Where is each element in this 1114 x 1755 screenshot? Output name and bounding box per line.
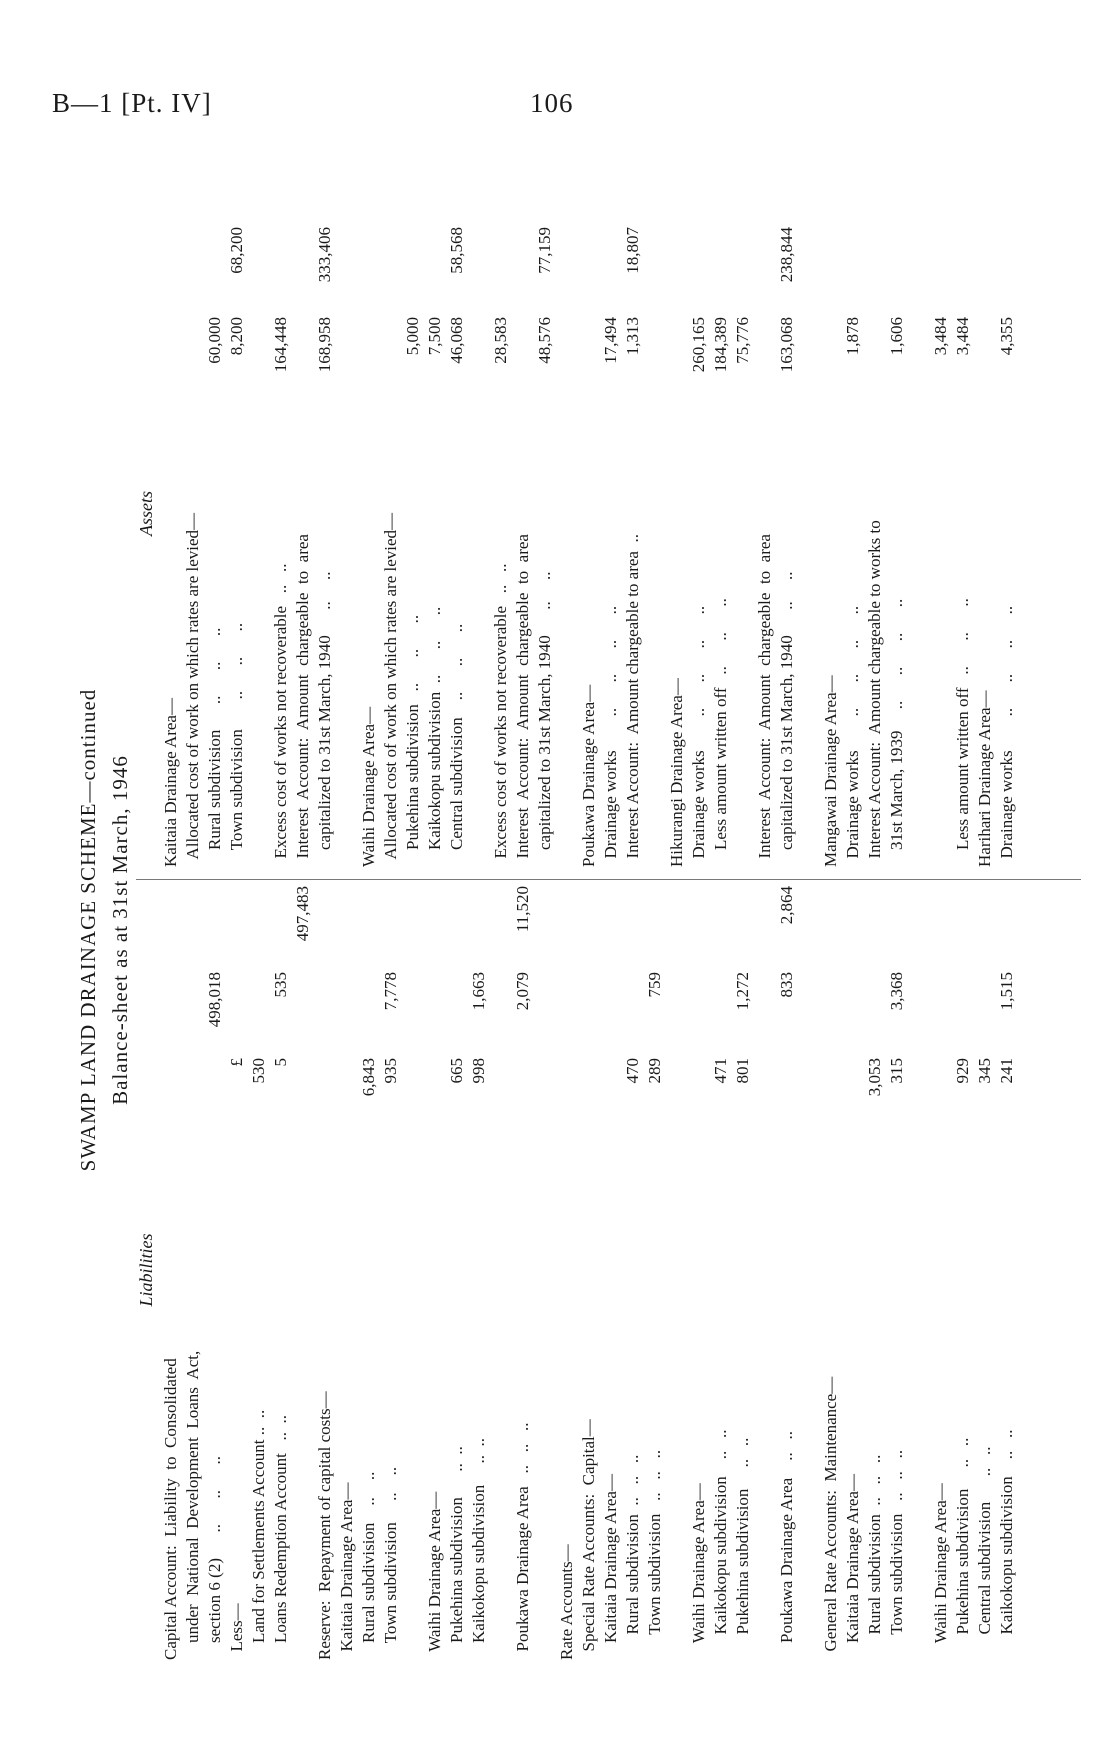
liabilities-row: [556, 880, 578, 1660]
liabilities-amount: 289: [645, 1058, 664, 1084]
assets-row: [600, 160, 622, 867]
liabilities-row: [468, 880, 490, 1660]
assets-row: [710, 160, 732, 867]
assets-row-label: Interest Account: Amount chargeable to area: [513, 534, 532, 867]
liabilities-row: [600, 880, 622, 1660]
assets-row-label: 31st March, 1939 .. .. .. ..: [887, 598, 906, 867]
assets-amount: 3,484: [931, 317, 950, 356]
assets-amount: 163,068: [777, 317, 796, 373]
liabilities-row: [930, 880, 952, 1660]
liabilities-row: [270, 880, 292, 1660]
assets-amount: 5,000: [403, 317, 422, 356]
liabilities-row: [732, 880, 754, 1660]
liabilities-row: [182, 880, 204, 1660]
liabilities-amount: 2,079: [513, 972, 532, 1011]
liabilities-amount: 5: [271, 1058, 290, 1067]
liabilities-amount: 530: [249, 1058, 268, 1084]
liabilities-amount: 833: [777, 972, 796, 998]
assets-amount: 164,448: [271, 317, 290, 373]
assets-row: [204, 160, 226, 867]
liabilities-table: [160, 880, 1018, 1660]
liabilities-amount: 1,515: [997, 972, 1016, 1011]
liabilities-amount: 3,368: [887, 972, 906, 1011]
liabilities-row: [512, 880, 534, 1660]
liabilities-row: [908, 880, 930, 1660]
liabilities-row: [204, 880, 226, 1660]
assets-amount: 48,576: [535, 317, 554, 364]
liabilities-amount: 241: [997, 1058, 1016, 1084]
assets-amount: 8,200: [227, 317, 246, 356]
assets-row: [182, 160, 204, 867]
liabilities-row-label: Less—: [227, 1603, 246, 1660]
liabilities-row-label: Town subdivision .. .. ..: [645, 1449, 664, 1660]
liabilities-row: [666, 880, 688, 1660]
liabilities-amount: 497,483: [293, 886, 312, 942]
assets-row: [908, 160, 930, 867]
liabilities-row: [578, 880, 600, 1660]
liabilities-row: [622, 880, 644, 1660]
liabilities-row: [402, 880, 424, 1660]
assets-row-label: capitalized to 31st March, 1940 .. ..: [315, 571, 334, 867]
assets-row-label: capitalized to 31st March, 1940 .. ..: [535, 571, 554, 867]
assets-row-label: Harihari Drainage Area—: [975, 690, 994, 867]
liabilities-row: [886, 880, 908, 1660]
assets-row: [754, 160, 776, 867]
liabilities-amount: 665: [447, 1058, 466, 1084]
assets-row-label: Drainage works .. .. .. ..: [601, 605, 620, 867]
assets-row-label: Central subdivision .. .. ..: [447, 623, 466, 867]
liabilities-row-label: Pukehina subdivision .. ..: [953, 1437, 972, 1660]
assets-amount: 1,878: [843, 317, 862, 356]
assets-row: [798, 160, 820, 867]
liabilities-row-label: Town subdivision .. ..: [381, 1466, 400, 1660]
liabilities-row: [446, 880, 468, 1660]
liabilities-row-label: Rural subdivision .. .. ..: [865, 1454, 884, 1660]
liabilities-row-label: Loans Redemption Account .. ..: [271, 1414, 290, 1660]
assets-row: [160, 160, 182, 867]
assets-row-label: Rural subdivision .. .. ..: [205, 627, 224, 867]
liabilities-row-label: Central subdivision .. ..: [975, 1446, 994, 1660]
liabilities-row-label: Land for Settlements Account .. ..: [249, 1409, 268, 1660]
liabilities-amount: 471: [711, 1058, 730, 1084]
assets-row-label: Pukehina subdivision .. .. ..: [403, 614, 422, 867]
assets-section: [136, 160, 1081, 880]
liabilities-row: [952, 880, 974, 1660]
liabilities-row: [314, 880, 336, 1660]
assets-row: [490, 160, 512, 867]
document-subtitle: Balance-sheet as at 31st March, 1946: [108, 755, 132, 1105]
liabilities-row: [864, 880, 886, 1660]
assets-row: [974, 160, 996, 867]
liabilities-amount: 345: [975, 1058, 994, 1084]
assets-amount: 77,159: [535, 227, 554, 274]
liabilities-row: [380, 880, 402, 1660]
liabilities-row-label: Poukawa Drainage Area .. .. ..: [513, 1422, 532, 1660]
assets-amount: 75,776: [733, 317, 752, 364]
assets-row: [930, 160, 952, 867]
assets-amount: 260,165: [689, 317, 708, 373]
liabilities-row: [292, 880, 314, 1660]
assets-row: [952, 160, 974, 867]
liabilities-row: [754, 880, 776, 1660]
assets-row-label: Allocated cost of work on which rates are levied—: [381, 512, 400, 867]
assets-row: [314, 160, 336, 867]
liabilities-amount: £: [227, 1058, 246, 1067]
assets-row: [688, 160, 710, 867]
liabilities-row: [776, 880, 798, 1660]
assets-row: [666, 160, 688, 867]
liabilities-row-label: Pukehina subdivision .. ..: [733, 1437, 752, 1660]
assets-row: [842, 160, 864, 867]
liabilities-amount: 535: [271, 972, 290, 998]
assets-row-label: Poukawa Drainage Area—: [579, 684, 598, 867]
liabilities-row: [226, 880, 248, 1660]
assets-amount: 184,389: [711, 317, 730, 373]
liabilities-amount: 935: [381, 1058, 400, 1084]
assets-row: [864, 160, 886, 867]
liabilities-row: [490, 880, 512, 1660]
liabilities-row-label: Waihi Drainage Area—: [931, 1483, 950, 1660]
liabilities-row: [996, 880, 1018, 1660]
liabilities-row: [688, 880, 710, 1660]
liabilities-amount: 498,018: [205, 972, 224, 1028]
liabilities-row-label: Kaitaia Drainage Area—: [601, 1474, 620, 1660]
liabilities-section: [136, 880, 1081, 1660]
assets-amount: 17,494: [601, 317, 620, 364]
assets-row: [578, 160, 600, 867]
assets-row: [732, 160, 754, 867]
liabilities-row: [842, 880, 864, 1660]
liabilities-row: [248, 880, 270, 1660]
liabilities-row-label: Kaikokopu subdivision .. ..: [711, 1429, 730, 1660]
liabilities-amount: 470: [623, 1058, 642, 1084]
liabilities-amount: 801: [733, 1058, 752, 1084]
liabilities-row-label: Kaikokopu subdivision .. ..: [469, 1438, 488, 1660]
assets-row: [556, 160, 578, 867]
assets-row: [248, 160, 270, 867]
assets-row: [380, 160, 402, 867]
liabilities-row: [424, 880, 446, 1660]
assets-amount: 238,844: [777, 227, 796, 283]
liabilities-row-label: Special Rate Accounts: Capital—: [579, 1419, 598, 1660]
assets-row: [468, 160, 490, 867]
assets-row-label: Interest Account: Amount chargeable to area: [293, 534, 312, 867]
assets-row: [292, 160, 314, 867]
assets-row-label: Drainage works .. .. .. ..: [689, 605, 708, 867]
assets-row: [512, 160, 534, 867]
assets-amount: 333,406: [315, 227, 334, 283]
assets-row: [226, 160, 248, 867]
assets-row-label: Interest Account: Amount chargeable to area: [755, 534, 774, 867]
assets-row-label: Waihi Drainage Area—: [359, 706, 378, 867]
liabilities-row: [534, 880, 556, 1660]
assets-amount: 168,958: [315, 317, 334, 373]
assets-row-label: Kaitaia Drainage Area—: [161, 698, 180, 867]
liabilities-row-label: Kaitaia Drainage Area—: [337, 1482, 356, 1660]
assets-amount: 46,068: [447, 317, 466, 364]
assets-amount: 7,500: [425, 317, 444, 356]
rotated-balance-sheet: [76, 130, 1086, 1730]
liabilities-row-label: Reserve: Repayment of capital costs—: [315, 1391, 334, 1660]
liabilities-amount: 315: [887, 1058, 906, 1084]
assets-row: [776, 160, 798, 867]
assets-row: [358, 160, 380, 867]
liabilities-row: [710, 880, 732, 1660]
assets-amount: 3,484: [953, 317, 972, 356]
assets-row-label: Hikurangi Drainage Area—: [667, 678, 686, 867]
assets-amount: 4,355: [997, 317, 1016, 356]
liabilities-row-label: section 6 (2) .. .. ..: [205, 1456, 224, 1660]
liabilities-amount: 3,053: [865, 1058, 884, 1097]
liabilities-amount: 2,864: [777, 886, 796, 925]
assets-amount: 18,807: [623, 227, 642, 274]
liabilities-amount: 759: [645, 972, 664, 998]
assets-row-label: Excess cost of works not recoverable .. ..: [271, 563, 290, 867]
liabilities-row-label: Kaitaia Drainage Area—: [843, 1474, 862, 1660]
liabilities-row: [798, 880, 820, 1660]
liabilities-row-label: Capital Account: Liability to Consolidated: [161, 1358, 180, 1660]
liabilities-row: [336, 880, 358, 1660]
assets-row: [820, 160, 842, 867]
liabilities-row-label: Town subdivision .. .. ..: [887, 1449, 906, 1660]
assets-row-label: Mangawai Drainage Area—: [821, 675, 840, 867]
liabilities-row-label: Rate Accounts—: [557, 1544, 576, 1660]
assets-amount: 60,000: [205, 317, 224, 364]
assets-table: [160, 160, 1018, 867]
liabilities-row: [358, 880, 380, 1660]
liabilities-row-label: Poukawa Drainage Area .. ..: [777, 1431, 796, 1660]
liabilities-amount: 929: [953, 1058, 972, 1084]
liabilities-row-label: General Rate Accounts: Maintenance—: [821, 1376, 840, 1660]
assets-row: [534, 160, 556, 867]
liabilities-amount: 998: [469, 1058, 488, 1084]
liabilities-row: [160, 880, 182, 1660]
assets-row-label: Kaikokopu subdivision .. .. ..: [425, 606, 444, 867]
assets-row-label: Less amount written off .. .. ..: [711, 598, 730, 867]
assets-row: [336, 160, 358, 867]
liabilities-amount: 1,272: [733, 972, 752, 1011]
liabilities-heading: Liabilities: [136, 1233, 156, 1307]
assets-row: [622, 160, 644, 867]
liabilities-row-label: Rural subdivision .. ..: [359, 1471, 378, 1660]
liabilities-row-label: Waihi Drainage Area—: [689, 1483, 708, 1660]
liabilities-row: [644, 880, 666, 1660]
assets-amount: 58,568: [447, 227, 466, 274]
assets-row: [886, 160, 908, 867]
assets-amount: 68,200: [227, 227, 246, 274]
assets-amount: 28,583: [491, 317, 510, 364]
liabilities-row-label: Pukehina subdivision .. ..: [447, 1446, 466, 1660]
assets-row: [996, 160, 1018, 867]
assets-row-label: Less amount written off .. .. ..: [953, 598, 972, 867]
assets-row-label: Interest Account: Amount chargeable to area ..: [623, 534, 642, 867]
liabilities-row: [820, 880, 842, 1660]
liabilities-row-label: under National Development Loans Act,: [183, 1350, 202, 1660]
liabilities-row: [974, 880, 996, 1660]
liabilities-row-label: Waihi Drainage Area—: [425, 1491, 444, 1660]
document-title: SWAMP LAND DRAINAGE SCHEME—continued: [76, 688, 100, 1172]
liabilities-amount: 1,663: [469, 972, 488, 1011]
liabilities-amount: 6,843: [359, 1058, 378, 1097]
assets-amount: 1,606: [887, 317, 906, 356]
liabilities-amount: 7,778: [381, 972, 400, 1011]
assets-row: [402, 160, 424, 867]
assets-row-label: Drainage works .. .. .. ..: [843, 605, 862, 867]
assets-row: [270, 160, 292, 867]
assets-heading: Assets: [136, 491, 156, 536]
assets-row-label: Drainage works .. .. .. ..: [997, 605, 1016, 867]
assets-row: [644, 160, 666, 867]
assets-row-label: capitalized to 31st March, 1940 .. ..: [777, 571, 796, 867]
assets-row-label: Interest Account: Amount chargeable to works to: [865, 520, 884, 867]
page-number: 106: [530, 88, 574, 118]
assets-row: [424, 160, 446, 867]
assets-amount: 1,313: [623, 317, 642, 356]
page-header-left: B—1 [Pt. IV]: [52, 88, 212, 118]
liabilities-amount: 11,520: [513, 886, 532, 933]
liabilities-row-label: Kaikokopu subdivision .. ..: [997, 1429, 1016, 1660]
assets-row: [446, 160, 468, 867]
assets-row-label: Excess cost of works not recoverable .. ..: [491, 563, 510, 867]
liabilities-row-label: Rural subdivision .. .. ..: [623, 1454, 642, 1660]
assets-row-label: Allocated cost of work on which rates are levied—: [183, 512, 202, 867]
assets-row-label: Town subdivision .. .. ..: [227, 622, 246, 867]
